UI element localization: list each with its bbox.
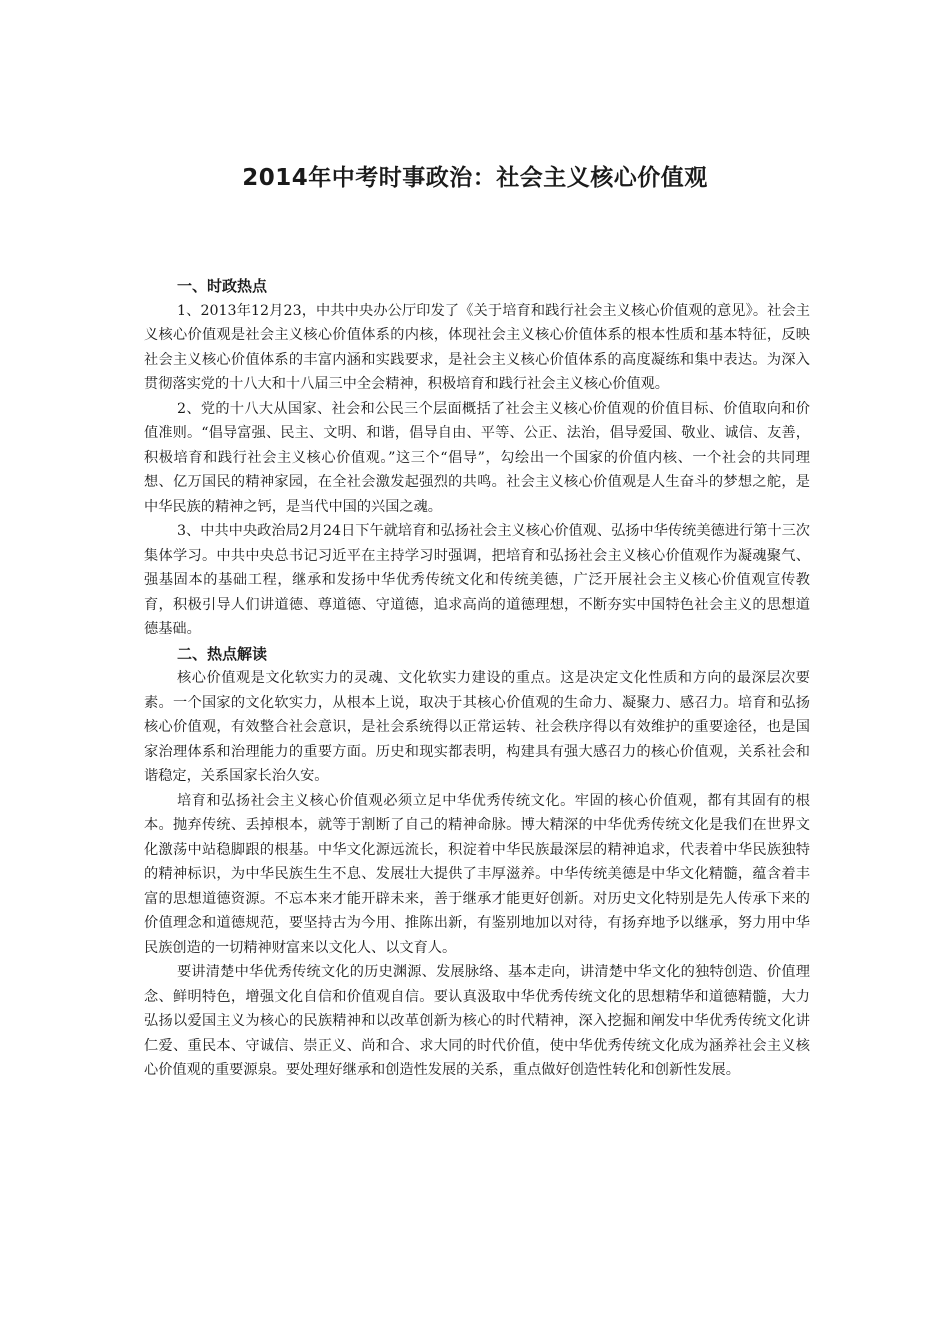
paragraph: 2、党的十八大从国家、社会和公民三个层面概括了社会主义核心价值观的价值目标、价值取向和价值准则。“倡导富强、民主、文明、和谐，倡导自由、平等、公正、法治，倡导爱国、敬业、诚信、友善，积极培育和践行社会主义核心价值观。”这三个“倡导”，勾绘出一个国家的价值内核、一个社会的共同理想、亿万国民的精神家园，在全社会激发起强烈的共鸣。社会主义核心价值观是人生奋斗的梦想之舵，是中华民族的精神之钙，是当代中国的兴国之魂。 [144, 400, 810, 515]
document-body [144, 274, 810, 1083]
paragraph: 培育和弘扬社会主义核心价值观必须立足中华优秀传统文化。牢固的核心价值观，都有其固有的根本。抛弃传统、丢掉根本，就等于割断了自己的精神命脉。博大精深的中华优秀传统文化是我们在世界文化激荡中站稳脚跟的根基。中华文化源远流长，积淀着中华民族最深层的精神追求，代表着中华民族独特的精神标识，为中华民族生生不息、发展壮大提供了丰厚滋养。中华传统美德是中华文化精髓，蕴含着丰富的思想道德资源。不忘本来才能开辟未来，善于继承才能更好创新。对历史文化特别是先人传承下来的价值理念和道德规范，要坚持古为今用、推陈出新，有鉴别地加以对待，有扬弃地予以继承，努力用中华民族创造的一切精神财富来以文化人、以文育人。 [144, 792, 810, 956]
section-heading: 一、时政热点 [177, 277, 268, 295]
section-interpretation [144, 642, 810, 1083]
paragraph: 3、中共中央政治局2月24日下午就培育和弘扬社会主义核心价值观、弘扬中华传统美德进行第十三次集体学习。中共中央总书记习近平在主持学习时强调，把培育和弘扬社会主义核心价值观作为凝魂聚气、强基固本的基础工程，继承和发扬中华优秀传统文化和传统美德，广泛开展社会主义核心价值观宣传教育，积极引导人们讲道德、尊道德、守道德，追求高尚的道德理想，不断夯实中国特色社会主义的思想道德基础。 [144, 523, 810, 637]
page-title: 2014年中考时事政治：社会主义核心价值观 [242, 165, 708, 191]
paragraph: 1、2013年12月23，中共中央办公厅印发了《关于培育和践行社会主义核心价值观的意见》。社会主义核心价值观是社会主义核心价值体系的内核，体现社会主义核心价值体系的根本性质和基本特征，反映社会主义核心价值体系的丰富内涵和实践要求，是社会主义核心价值体系的高度凝练和集中表达。为深入贯彻落实党的十八大和十八届三中全会精神，积极培育和践行社会主义核心价值观。 [144, 302, 810, 392]
paragraph: 要讲清楚中华优秀传统文化的历史渊源、发展脉络、基本走向，讲清楚中华文化的独特创造、价值理念、鲜明特色，增强文化自信和价值观自信。要认真汲取中华优秀传统文化的思想精华和道德精髓，大力弘扬以爱国主义为核心的民族精神和以改革创新为核心的时代精神，深入挖掘和阐发中华优秀传统文化讲仁爱、重民本、守诚信、崇正义、尚和合、求大同的时代价值，使中华优秀传统文化成为涵养社会主义核心价值观的重要源泉。要处理好继承和创造性发展的关系，重点做好创造性转化和创新性发展。 [144, 964, 810, 1078]
section-current-affairs [144, 274, 810, 642]
paragraph: 核心价值观是文化软实力的灵魂、文化软实力建设的重点。这是决定文化性质和方向的最深层次要素。一个国家的文化软实力，从根本上说，取决于其核心价值观的生命力、凝聚力、感召力。培育和弘扬核心价值观，有效整合社会意识，是社会系统得以正常运转、社会秩序得以有效维护的重要途径，也是国家治理体系和治理能力的重要方面。历史和现实都表明，构建具有强大感召力的核心价值观，关系社会和谐稳定，关系国家长治久安。 [144, 670, 810, 784]
section-heading: 二、热点解读 [177, 644, 268, 663]
